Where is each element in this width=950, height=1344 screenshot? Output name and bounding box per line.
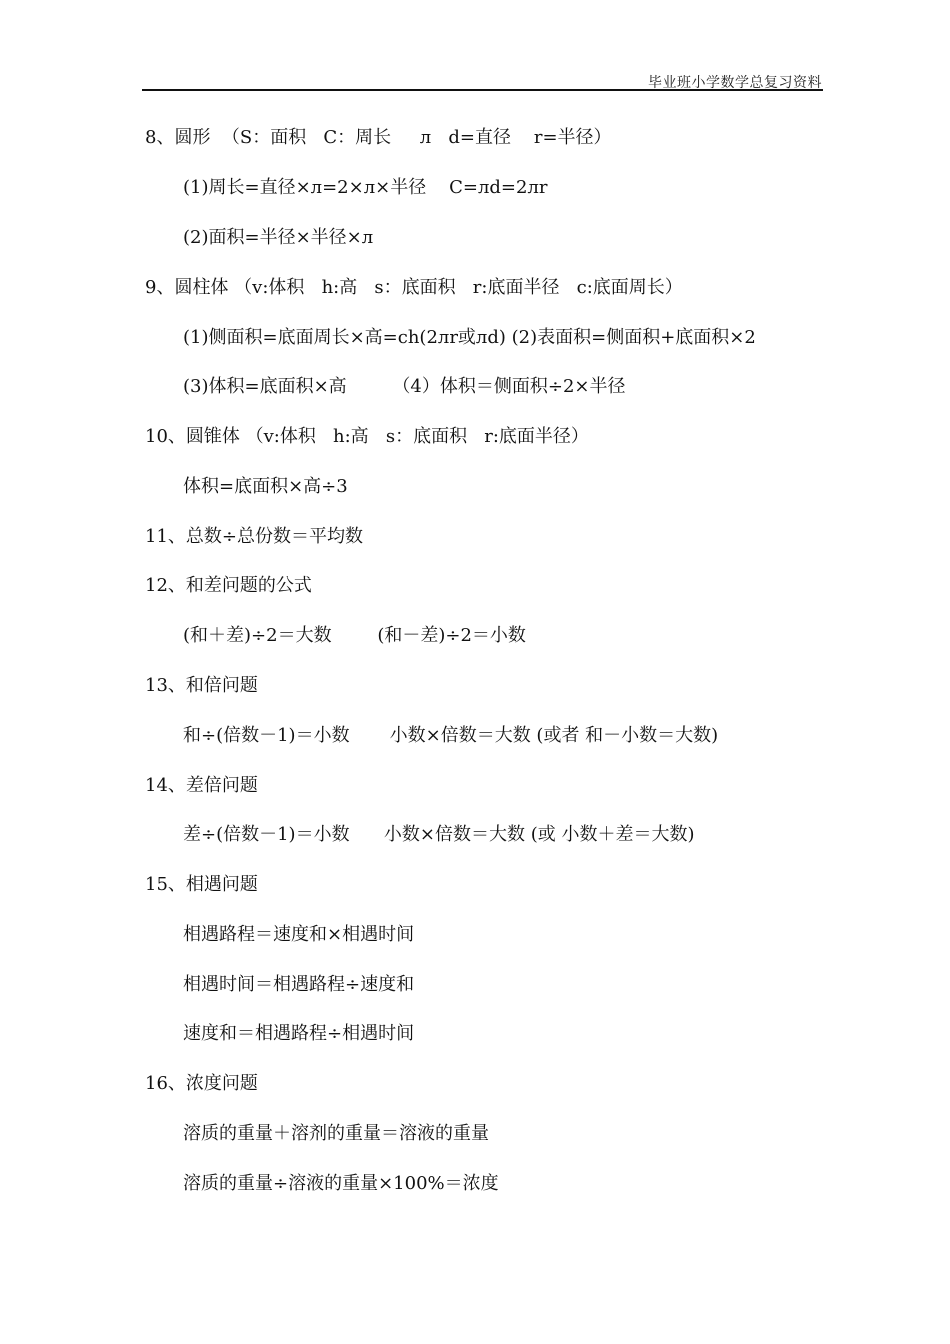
formula-line: 相遇路程＝速度和×相遇时间 (183, 924, 415, 945)
formula-line: (和＋差)÷2＝大数 (和－差)÷2＝小数 (183, 625, 526, 646)
header-divider (142, 89, 823, 91)
section-heading-sum-multiple: 13、和倍问题 (145, 675, 258, 696)
formula-line: 速度和＝相遇路程÷相遇时间 (183, 1023, 415, 1044)
formula-line: 和÷(倍数－1)＝小数 小数×倍数＝大数 (或者 和－小数＝大数) (183, 725, 719, 746)
section-heading-cylinder: 9、圆柱体 （v:体积 h:高 s：底面积 r:底面半径 c:底面周长） (145, 277, 683, 298)
formula-line: (3)体积=底面积×高 （4）体积＝侧面积÷2×半径 (183, 376, 626, 397)
formula-line: (1)侧面积=底面周长×高=ch(2лr或лd) (2)表面积=侧面积+底面积×2 (183, 327, 756, 348)
formula-line: (1)周长=直径×л=2×л×半径 C=лd=2лr (183, 177, 548, 198)
formula-line: 溶质的重量＋溶剂的重量＝溶液的重量 (183, 1123, 489, 1144)
formula-line: 体积=底面积×高÷3 (183, 476, 348, 497)
section-heading-difference-multiple: 14、差倍问题 (145, 775, 258, 796)
formula-line: (2)面积=半径×半径×л (183, 227, 374, 248)
formula-line: 溶质的重量÷溶液的重量×100%＝浓度 (183, 1173, 499, 1194)
section-heading-sum-difference: 12、和差问题的公式 (145, 575, 312, 596)
section-heading-cone: 10、圆锥体 （v:体积 h:高 s：底面积 r:底面半径） (145, 426, 589, 447)
section-heading-concentration: 16、浓度问题 (145, 1073, 258, 1094)
section-heading-circle: 8、圆形 （S：面积 C：周长 л d=直径 r=半径） (145, 127, 612, 148)
formula-line: 差÷(倍数－1)＝小数 小数×倍数＝大数 (或 小数＋差＝大数) (183, 824, 695, 845)
formula-line: 相遇时间＝相遇路程÷速度和 (183, 974, 415, 995)
section-heading-meeting: 15、相遇问题 (145, 874, 258, 895)
header-title: 毕业班小学数学总复习资料 (648, 75, 822, 91)
section-heading-average: 11、总数÷总份数＝平均数 (145, 526, 363, 547)
